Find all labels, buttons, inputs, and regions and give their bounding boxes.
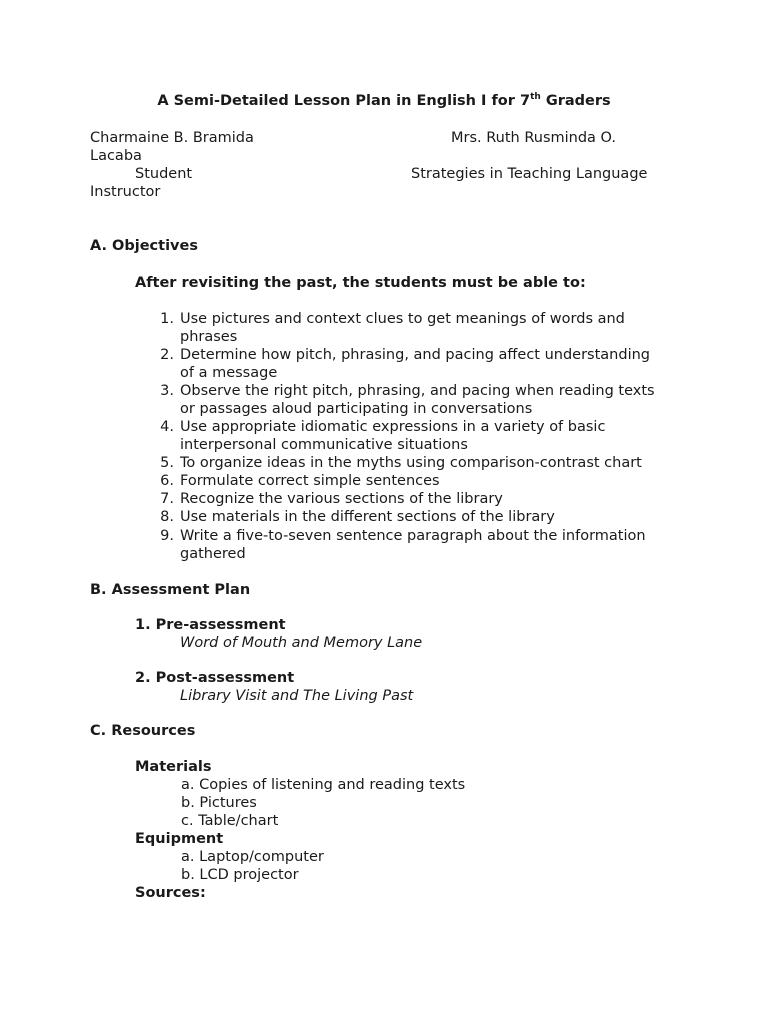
sources-label: Sources: <box>135 885 206 901</box>
pre-assessment-value: Word of Mouth and Memory Lane <box>180 635 423 651</box>
list-item-text: Recognize the various sections of the library <box>180 491 503 507</box>
list-item-text: Formulate correct simple sentences <box>180 473 440 489</box>
assessment-heading: B. Assessment Plan <box>90 582 251 598</box>
instructor-name: Mrs. Ruth Rusminda O. <box>451 130 616 146</box>
list-item-text: Write a five-to-seven sentence paragraph about the information <box>180 528 646 544</box>
list-item-text: Observe the right pitch, phrasing, and pacing when reading texts <box>180 383 655 399</box>
list-item-number: 1. <box>160 311 174 327</box>
list-item-text-continued: of a message <box>180 365 278 381</box>
materials-item: c. Table/chart <box>181 813 279 829</box>
list-item-number: 4. <box>160 419 174 435</box>
list-item-text-continued: interpersonal communicative situations <box>180 437 468 453</box>
list-item-number: 5. <box>160 455 174 471</box>
materials-label: Materials <box>135 759 212 775</box>
list-item-text-continued: phrases <box>180 329 238 345</box>
objectives-intro: After revisiting the past, the students must be able to: <box>135 275 586 291</box>
list-item-text: Use appropriate idiomatic expressions in a variety of basic <box>180 419 606 435</box>
materials-item: a. Copies of listening and reading texts <box>181 777 466 793</box>
instructor-role: Instructor <box>90 184 161 200</box>
student-name: Charmaine B. Bramida <box>90 130 254 146</box>
course-name: Strategies in Teaching Language <box>411 166 648 182</box>
student-role: Student <box>135 166 193 182</box>
instructor-name-continued: Lacaba <box>90 148 142 164</box>
list-item-number: 3. <box>160 383 174 399</box>
list-item-text: To organize ideas in the myths using comparison-contrast chart <box>180 455 642 471</box>
list-item-number: 9. <box>160 528 174 544</box>
objectives-heading: A. Objectives <box>90 238 198 254</box>
list-item-number: 6. <box>160 473 174 489</box>
list-item-text: Use materials in the different sections of the library <box>180 509 555 525</box>
equipment-item: b. LCD projector <box>181 867 299 883</box>
list-item-text: Use pictures and context clues to get meanings of words and <box>180 311 625 327</box>
post-assessment-label: 2. Post-assessment <box>135 670 295 686</box>
materials-item: b. Pictures <box>181 795 257 811</box>
list-item-number: 2. <box>160 347 174 363</box>
list-item-number: 8. <box>160 509 174 525</box>
resources-heading: C. Resources <box>90 723 196 739</box>
equipment-item: a. Laptop/computer <box>181 849 324 865</box>
equipment-label: Equipment <box>135 831 224 847</box>
list-item-number: 7. <box>160 491 174 507</box>
post-assessment-value: Library Visit and The Living Past <box>180 688 414 704</box>
document-title: A Semi-Detailed Lesson Plan in English I for 7th Graders <box>157 92 611 109</box>
list-item-text-continued: gathered <box>180 546 246 562</box>
list-item-text: Determine how pitch, phrasing, and pacing affect understanding <box>180 347 650 363</box>
pre-assessment-label: 1. Pre-assessment <box>135 617 286 633</box>
list-item-text-continued: or passages aloud participating in conversations <box>180 401 533 417</box>
